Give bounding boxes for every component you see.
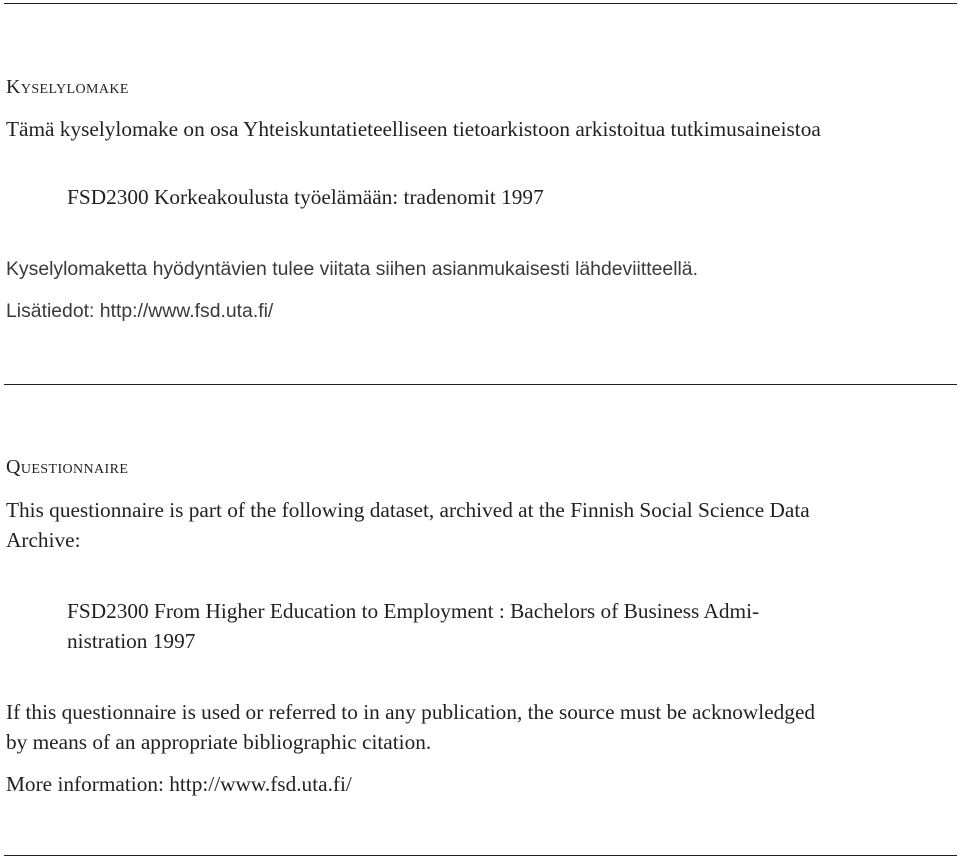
english-citation-line-1: If this questionnaire is used or referred to in any publication, the source must be acknowledged xyxy=(6,700,816,724)
finnish-more-info: Lisätiedot: http://www.fsd.uta.fi/ xyxy=(6,300,274,322)
english-intro-line-2: Archive: xyxy=(6,528,81,552)
english-dataset-title-line-2: nistration 1997 xyxy=(67,629,196,653)
section-divider xyxy=(4,384,957,385)
finnish-heading: Kyselylomake xyxy=(6,76,129,98)
english-intro-line-1: This questionnaire is part of the following dataset, archived at the Finnish Social Science Data xyxy=(6,498,810,522)
english-dataset-title-line-1: FSD2300 From Higher Education to Employment : Bachelors of Business Admi- xyxy=(67,599,760,623)
english-citation-line-2: by means of an appropriate bibliographic citation. xyxy=(6,730,432,754)
finnish-citation-note: Kyselylomaketta hyödyntävien tulee viitata siihen asianmukaisesti lähdeviitteellä. xyxy=(6,258,698,280)
top-divider xyxy=(4,3,957,4)
finnish-intro: Tämä kyselylomake on osa Yhteiskuntatieteelliseen tietoarkistoon arkistoitua tutkimusaineistoa xyxy=(6,117,821,141)
finnish-dataset-title: FSD2300 Korkeakoulusta työelämään: tradenomit 1997 xyxy=(67,185,544,209)
english-heading: Questionnaire xyxy=(6,456,129,478)
english-more-info: More information: http://www.fsd.uta.fi/ xyxy=(6,772,352,796)
bottom-divider xyxy=(4,855,957,856)
